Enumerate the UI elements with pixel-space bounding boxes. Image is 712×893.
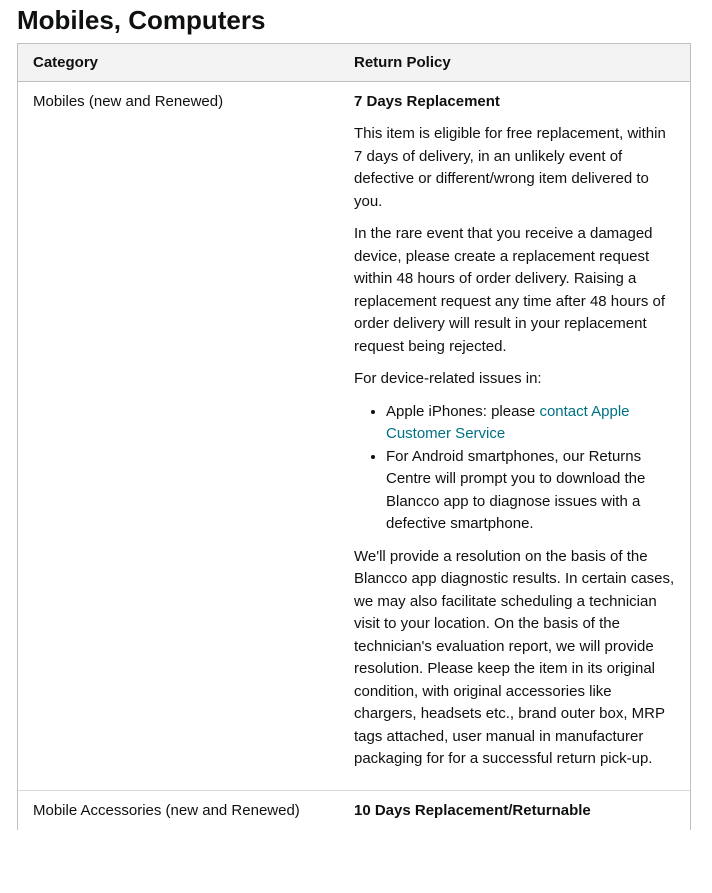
return-policy-column-header: Return Policy — [354, 53, 451, 71]
category-label: Mobiles (new and Renewed) — [33, 93, 224, 110]
table-row — [18, 790, 690, 830]
device-issues-list — [354, 401, 676, 536]
list-item-android: • For Android smartphones, our Returns Centre will prompt you to download the Blancco app to diagnose issues with a defective smartphone. — [386, 446, 676, 536]
table-row — [18, 82, 690, 790]
policy-paragraph-device-issues: For device-related issues in: — [354, 370, 542, 387]
policy-paragraph-damaged: In the rare event that you receive a damaged device, please create a replacement request within 48 hours of order delivery. Raising a replacement request any time after 48 hours of order delivery will result in your replacement request being rejected. — [354, 225, 666, 355]
list-item-apple — [386, 401, 676, 446]
section-title: Mobiles, Computers — [17, 5, 266, 35]
policy-heading: 7 Days Replacement — [354, 93, 500, 110]
contact-apple-link[interactable]: contact Apple Customer Service — [386, 402, 630, 442]
policy-paragraph-resolution: We'll provide a resolution on the basis of the Blancco app diagnostic results. In certain cases, we may also facilitate scheduling a technician visit to your location. On the basis of the technician's evaluation report, we will provide resolution. Please keep the item in its original condition, with original accessories like chargers, headsets etc., brand outer box, MRP tags attached, user manual in manufacturer packaging for for a successful return pick-up. — [354, 547, 675, 767]
table-header-row — [18, 44, 690, 82]
return-policy-table — [17, 43, 691, 830]
apple-text: Apple iPhones: please — [386, 402, 540, 420]
policy-cell — [354, 91, 676, 781]
category-column-header: Category — [33, 53, 99, 71]
policy-paragraph-eligibility: This item is eligible for free replacement, within 7 days of delivery, in an unlikely event of defective or different/wrong item delivered to you. — [354, 125, 666, 210]
category-label: Mobile Accessories (new and Renewed) — [33, 801, 300, 819]
category-cell — [18, 91, 354, 781]
category-cell — [18, 800, 354, 830]
policy-cell — [354, 800, 676, 830]
policy-heading: 10 Days Replacement/Returnable — [354, 801, 591, 819]
